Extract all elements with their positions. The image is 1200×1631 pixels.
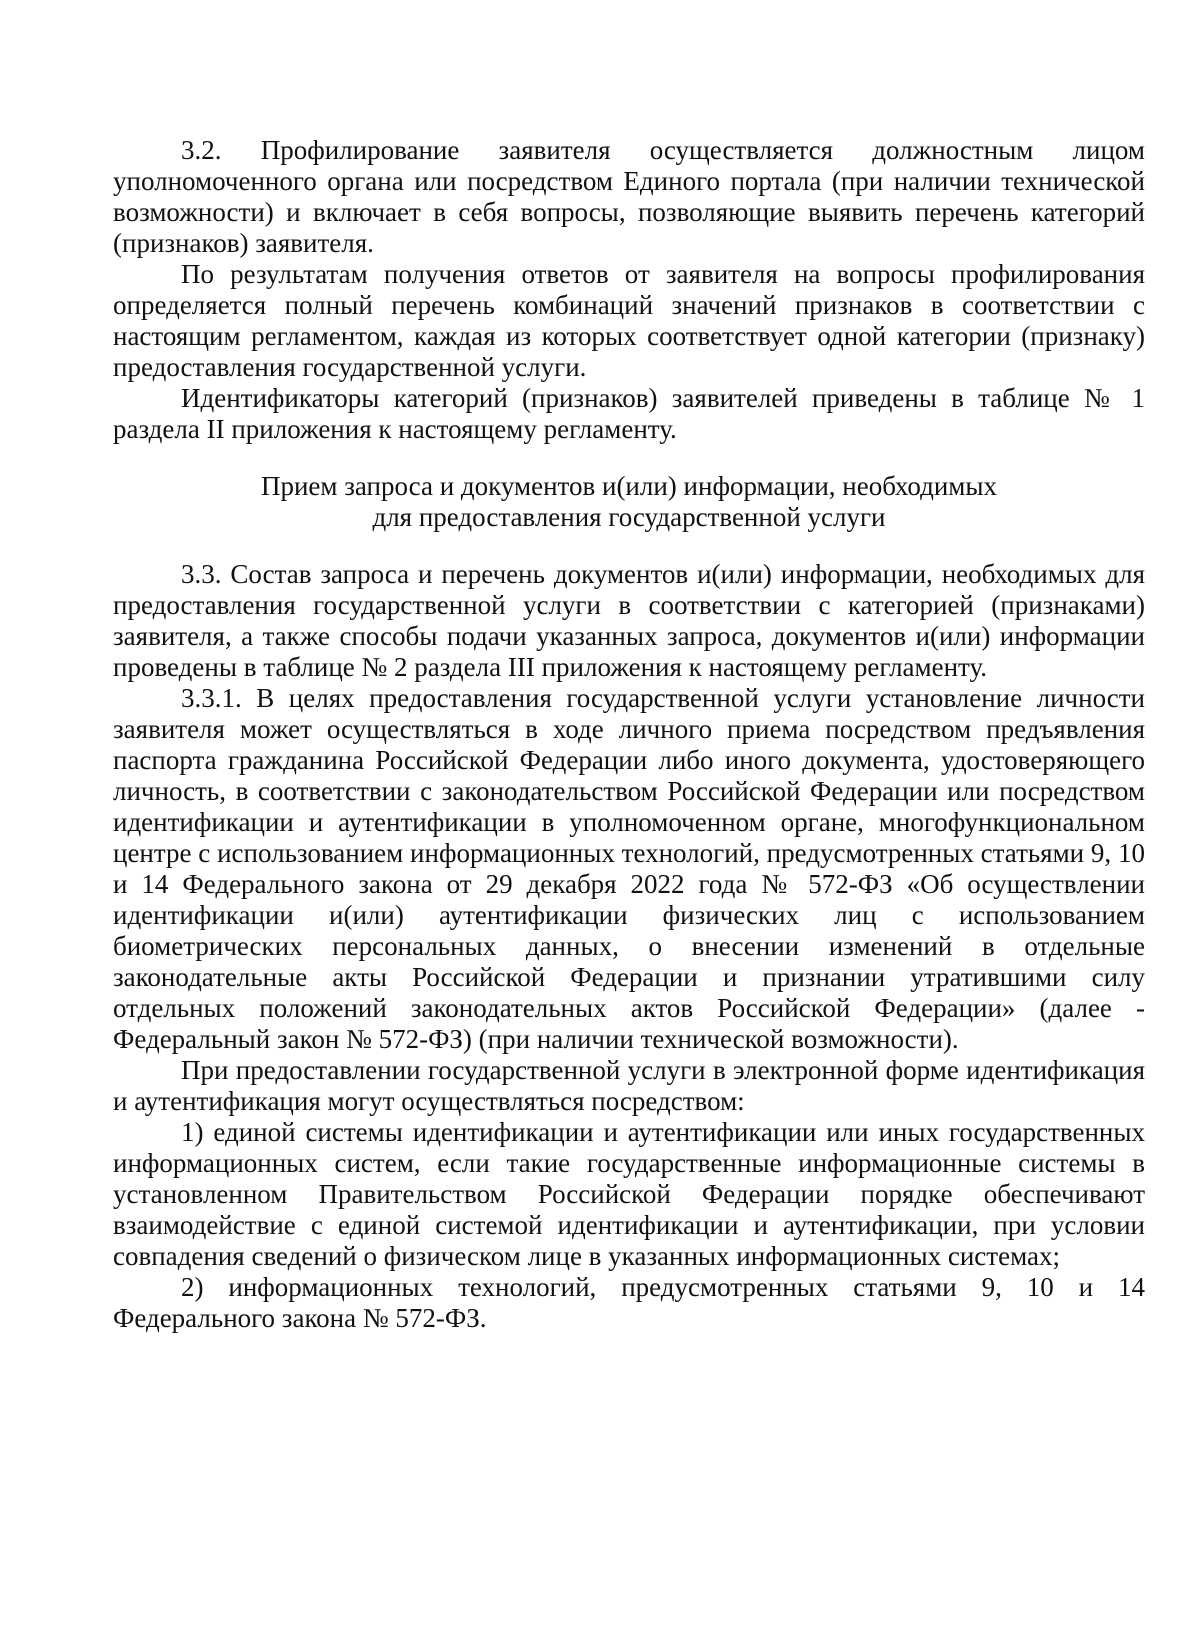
paragraph-3-2: 3.2. Профилирование заявителя осуществляется должностным лицом уполномоченного органа или посредством Единого портала (при наличии технической возможности) и включает в себя вопросы, позволяющие выявить перечень категорий (признаков) заявителя. [113,135,1145,258]
document-body [113,135,1145,1334]
list-item-2: 2) информационных технологий, предусмотренных статьями 9, 10 и 14 Федерального закона № 572-ФЗ. [113,1272,1145,1333]
section-heading [113,471,1145,533]
section-heading-line-2: для предоставления государственной услуги [372,502,886,532]
paragraph-identifiers: Идентификаторы категорий (признаков) заявителей приведены в таблице № 1 раздела II приложения к настоящему регламенту. [113,383,1145,444]
list-item-1: 1) единой системы идентификации и аутентификации или иных государственных информационных систем, если такие государственные информационные системы в установленном Правительством Российской Федерации порядке обеспечивают взаимодействие с единой системой идентификации и аутентификации, при условии совпадения сведений о физическом лице в указанных информационных системах; [113,1117,1145,1271]
section-heading-line-1: Прием запроса и документов и(или) информации, необходимых [260,471,998,501]
paragraph-electronic-form: При предоставлении государственной услуги в электронной форме идентификация и аутентификация могут осуществляться посредством: [113,1055,1145,1116]
paragraph-profiling-results: По результатам получения ответов от заявителя на вопросы профилирования определяется полный перечень комбинаций значений признаков в соответствии с настоящим регламентом, каждая из которых соответствует одной категории (признаку) предоставления государственной услуги. [113,259,1145,382]
paragraph-3-3-1: 3.3.1. В целях предоставления государственной услуги установление личности заявителя может осуществляться в ходе личного приема посредством предъявления паспорта гражданина Российской Федерации либо иного документа, удостоверяющего личность, в соответствии с законодательством Российской Федерации или посредством идентификации и аутентификации в уполномоченном органе, многофункциональном центре с использованием информационных технологий, предусмотренных статьями 9, 10 и 14 Федерального закона от 29 декабря 2022 года № 572-ФЗ «Об осуществлении идентификации и(или) аутентификации физических лиц с использованием биометрических персональных данных, о внесении изменений в отдельные законодательные акты Российской Федерации и признании утратившими силу отдельных положений законодательных актов Российской Федерации» (далее - Федеральный закон № 572-ФЗ) (при наличии технической возможности). [113,683,1145,1054]
paragraph-3-3: 3.3. Состав запроса и перечень документов и(или) информации, необходимых для предоставления государственной услуги в соответствии с категорией (признаками) заявителя, а также способы подачи указанных запроса, документов и(или) информации проведены в таблице № 2 раздела III приложения к настоящему регламенту. [113,559,1145,682]
